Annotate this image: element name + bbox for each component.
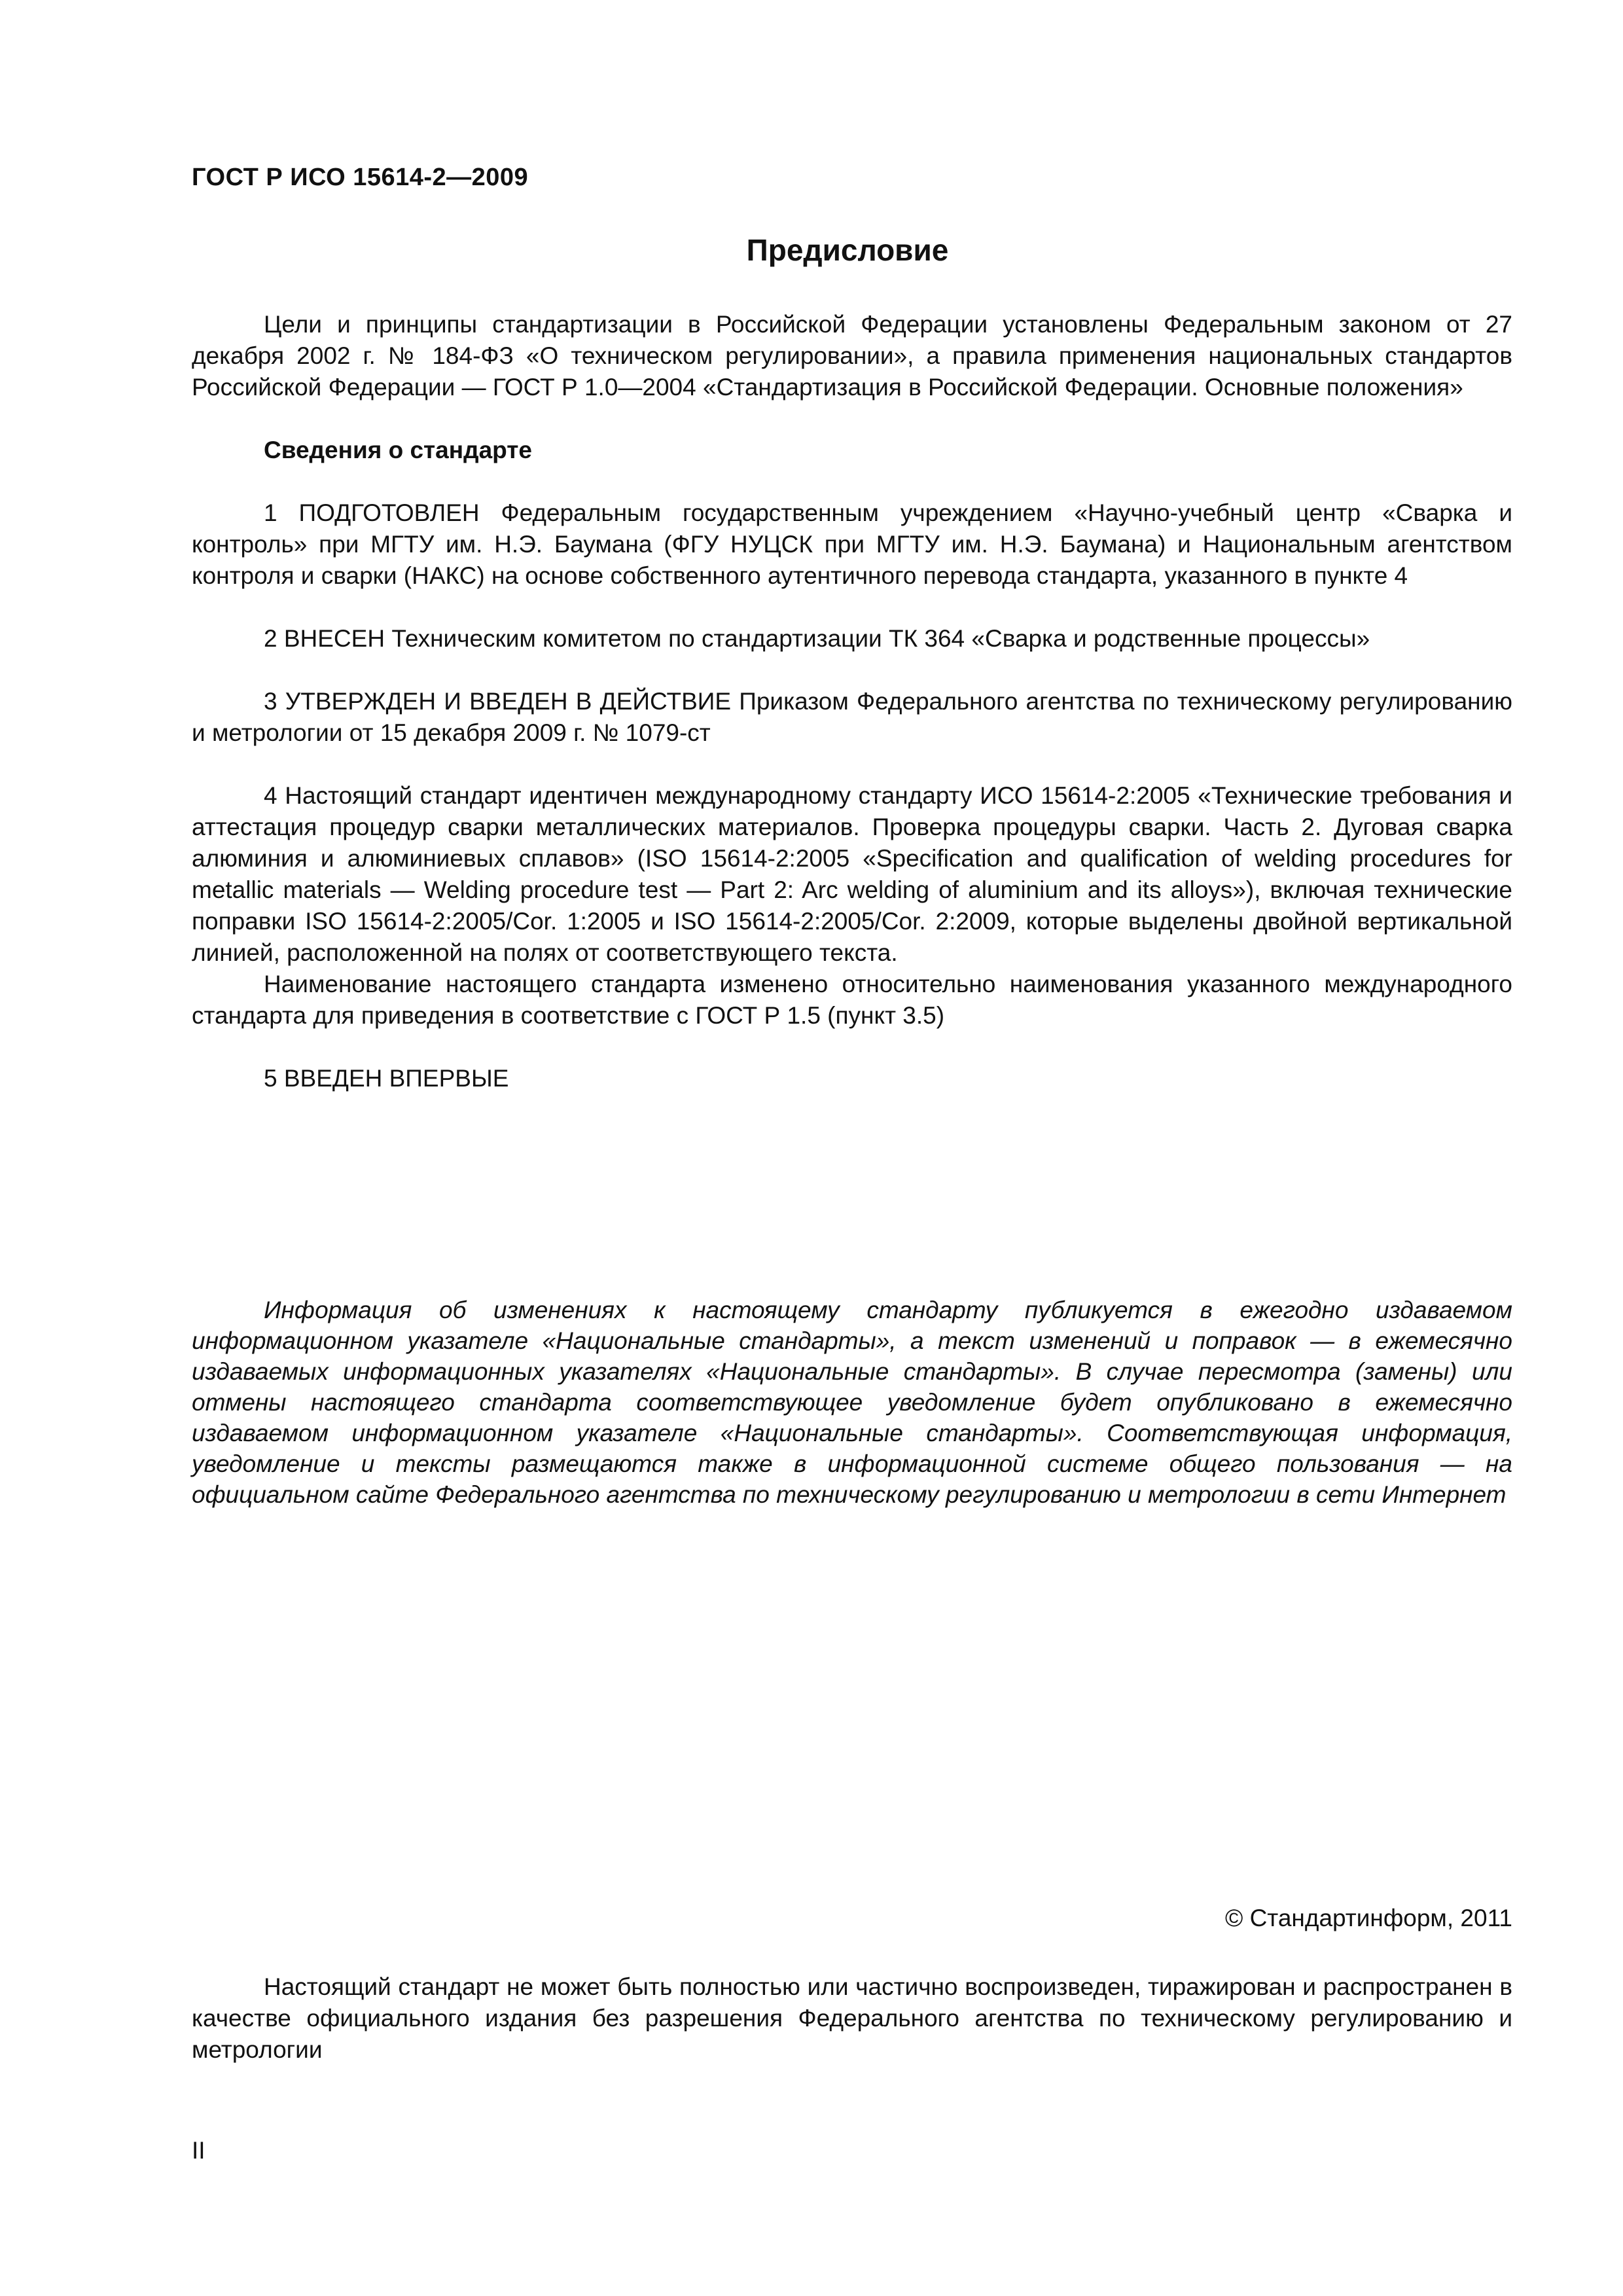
item-4-paragraph: 4 Настоящий стандарт идентичен международному стандарту ИСО 15614-2:2005 «Технические требования и аттестация процедур сварки металлических материалов. Проверка процедуры сварки. Часть 2. Дуговая сварка алюминия и алюминиевых сплавов» (ISO 15614-2:2005 «Specification and qualification of welding procedures for metallic materials — Welding procedure test — Part 2: Arc welding of aluminium and its alloys»), включая технические поправки ISO 15614-2:2005/Cor. 1:2005 и ISO 15614-2:2005/Cor. 2:2009, которые выделены двойной вертикальной линией, расположенной на полях от соответствующего текста.: [192, 782, 1512, 966]
section-heading: Сведения о стандарте: [264, 437, 532, 463]
item-1-paragraph: 1 ПОДГОТОВЛЕН Федеральным государственным учреждением «Научно-учебный центр «Сварка и контроль» при МГТУ им. Н.Э. Баумана (ФГУ НУЦСК при МГТУ им. Н.Э. Баумана) и Национальным агентством контроля и сварки (НАКС) на основе собственного аутентичного перевода стандарта, указанного в пункте 4: [192, 499, 1512, 589]
item-3-paragraph: 3 УТВЕРЖДЕН И ВВЕДЕН В ДЕЙСТВИЕ Приказом Федерального агентства по техническому регулированию и метрологии от 15 декабря 2009 г. № 1079-ст: [192, 688, 1512, 746]
reproduction-notice-text: Настоящий стандарт не может быть полностью или частично воспроизведен, тиражирован и распространен в качестве официального издания без разрешения Федерального агентства по техническому регулированию и метрологии: [192, 1973, 1512, 2063]
foreword-body: [192, 309, 1512, 1094]
info-notice-text: Информация об изменениях к настоящему стандарту публикуется в ежегодно издаваемом информационном указателе «Национальные стандарты», а текст изменений и поправок — в ежемесячно издаваемых информационных указателях «Национальные стандарты». В случае пересмотра (замены) или отмены настоящего стандарта соответствующее уведомление будет опубликовано в ежемесячно издаваемом информационном указателе «Национальные стандарты». Соответствующая информация, уведомление и тексты размещаются также в информационной системе общего пользования — на официальном сайте Федерального агентства по техническому регулированию и метрологии в сети Интернет: [192, 1297, 1512, 1508]
item-5-paragraph: 5 ВВЕДЕН ВПЕРВЫЕ: [264, 1065, 509, 1092]
page-title: Предисловие: [746, 233, 949, 267]
item-2-paragraph: 2 ВНЕСЕН Техническим комитетом по стандартизации ТК 364 «Сварка и родственные процессы»: [264, 625, 1370, 652]
document-code-header: ГОСТ Р ИСО 15614-2—2009: [192, 164, 529, 191]
copyright-line: © Стандартинформ, 2011: [1225, 1905, 1512, 1931]
reproduction-notice: [192, 1971, 1512, 2066]
info-notice-block: [192, 1295, 1512, 1510]
intro-paragraph: Цели и принципы стандартизации в Российской Федерации установлены Федеральным законом от 27 декабря 2002 г. № 184-ФЗ «О техническом регулировании», а правила применения национальных стандартов Российской Федерации — ГОСТ Р 1.0—2004 «Стандартизация в Российской Федерации. Основные положения»: [192, 311, 1512, 401]
page-number: II: [192, 2137, 205, 2164]
item-4-note-paragraph: Наименование настоящего стандарта изменено относительно наименования указанного международного стандарта для приведения в соответствие с ГОСТ Р 1.5 (пункт 3.5): [192, 971, 1512, 1029]
